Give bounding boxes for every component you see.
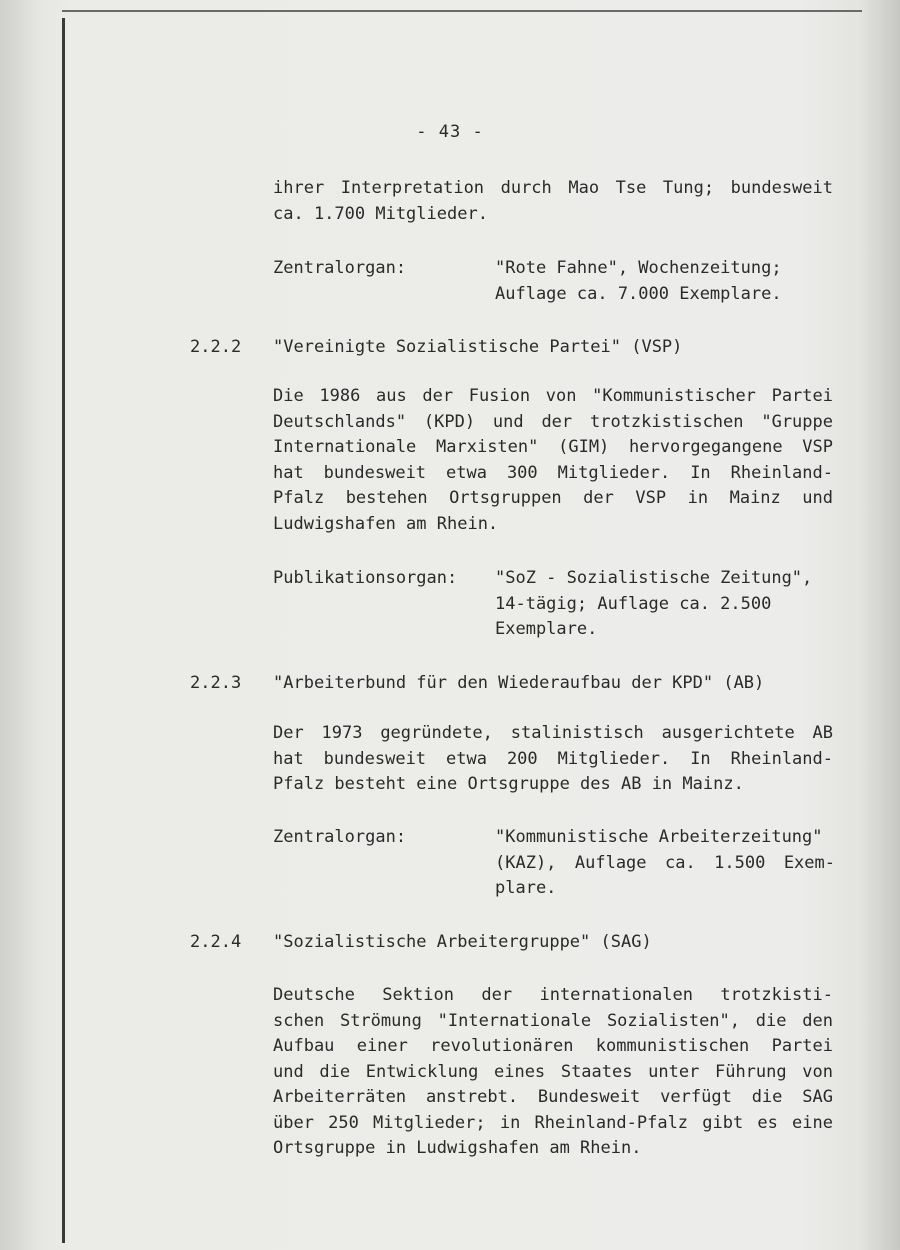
- text-line: Die 1986 aus der Fusion von "Kommunistischer Partei: [273, 386, 833, 406]
- text-line: 14-tägig; Auflage ca. 2.500: [495, 593, 772, 614]
- section-heading: "Arbeiterbund für den Wiederaufbau der KPD" (AB): [273, 673, 765, 693]
- section-heading: "Sozialistische Arbeitergruppe" (SAG): [273, 932, 652, 952]
- text-line: und die Entwicklung eines Staates unter Führung von: [273, 1061, 833, 1082]
- section-paragraph: [273, 384, 833, 537]
- text-line: Arbeiterräten anstrebt. Bundesweit verfügt die SAG: [273, 1087, 833, 1107]
- page-number: - 43 -: [416, 122, 484, 142]
- organ-label: Publikationsorgan:: [273, 568, 458, 588]
- section-number: 2.2.4: [190, 932, 242, 952]
- section-paragraph: [273, 721, 833, 798]
- page-edge-top: [62, 10, 862, 12]
- text-line: Pfalz besteht eine Ortsgruppe des AB in Mainz.: [273, 774, 744, 794]
- text-line: "Rote Fahne", Wochenzeitung;: [495, 258, 782, 278]
- text-line: Aufbau einer revolutionären kommunistischen Partei: [273, 1036, 833, 1056]
- text-line: hat bundesweit etwa 200 Mitglieder. In Rheinland-: [273, 748, 833, 769]
- text-line: Deutsche Sektion der internationalen trotzkisti-: [273, 985, 833, 1005]
- organ-label: Zentralorgan:: [273, 827, 407, 847]
- text-line: "SoZ - Sozialistische Zeitung",: [495, 568, 813, 588]
- text-line: Deutschlands" (KPD) und der trotzkistischen "Gruppe: [273, 411, 833, 432]
- text-line: ihrer Interpretation durch Mao Tse Tung; bundesweit: [273, 178, 833, 198]
- organ-label: Zentralorgan:: [273, 258, 407, 278]
- organ-value: [495, 566, 835, 643]
- text-line: plare.: [495, 878, 557, 898]
- intro-paragraph: [273, 176, 833, 227]
- organ-value: [495, 256, 835, 307]
- text-line: Der 1973 gegründete, stalinistisch ausgerichtete AB: [273, 723, 833, 743]
- text-line: schen Strömung "Internationale Sozialisten", die den: [273, 1010, 833, 1031]
- section-number: 2.2.2: [190, 337, 242, 357]
- text-line: Auflage ca. 7.000 Exemplare.: [495, 283, 782, 304]
- page-binding-edge: [62, 18, 65, 1243]
- text-line: Internationale Marxisten" (GIM) hervorgegangene VSP: [273, 437, 833, 457]
- organ-value: [495, 825, 835, 902]
- text-line: ca. 1.700 Mitglieder.: [273, 203, 488, 224]
- text-line: Ortsgruppe in Ludwigshafen am Rhein.: [273, 1138, 642, 1158]
- page-shadow: [860, 0, 900, 1250]
- text-line: Exemplare.: [495, 619, 598, 639]
- text-line: (KAZ), Auflage ca. 1.500 Exem-: [495, 852, 835, 873]
- section-heading: "Vereinigte Sozialistische Partei" (VSP): [273, 337, 683, 357]
- section-paragraph: [273, 983, 833, 1162]
- text-line: Ludwigshafen am Rhein.: [273, 513, 499, 534]
- section-number: 2.2.3: [190, 673, 242, 693]
- text-line: hat bundesweit etwa 300 Mitglieder. In Rheinland-: [273, 462, 833, 483]
- text-line: "Kommunistische Arbeiterzeitung": [495, 827, 823, 847]
- text-line: über 250 Mitglieder; in Rheinland-Pfalz gibt es eine: [273, 1112, 833, 1133]
- text-line: Pfalz bestehen Ortsgruppen der VSP in Mainz und: [273, 488, 833, 508]
